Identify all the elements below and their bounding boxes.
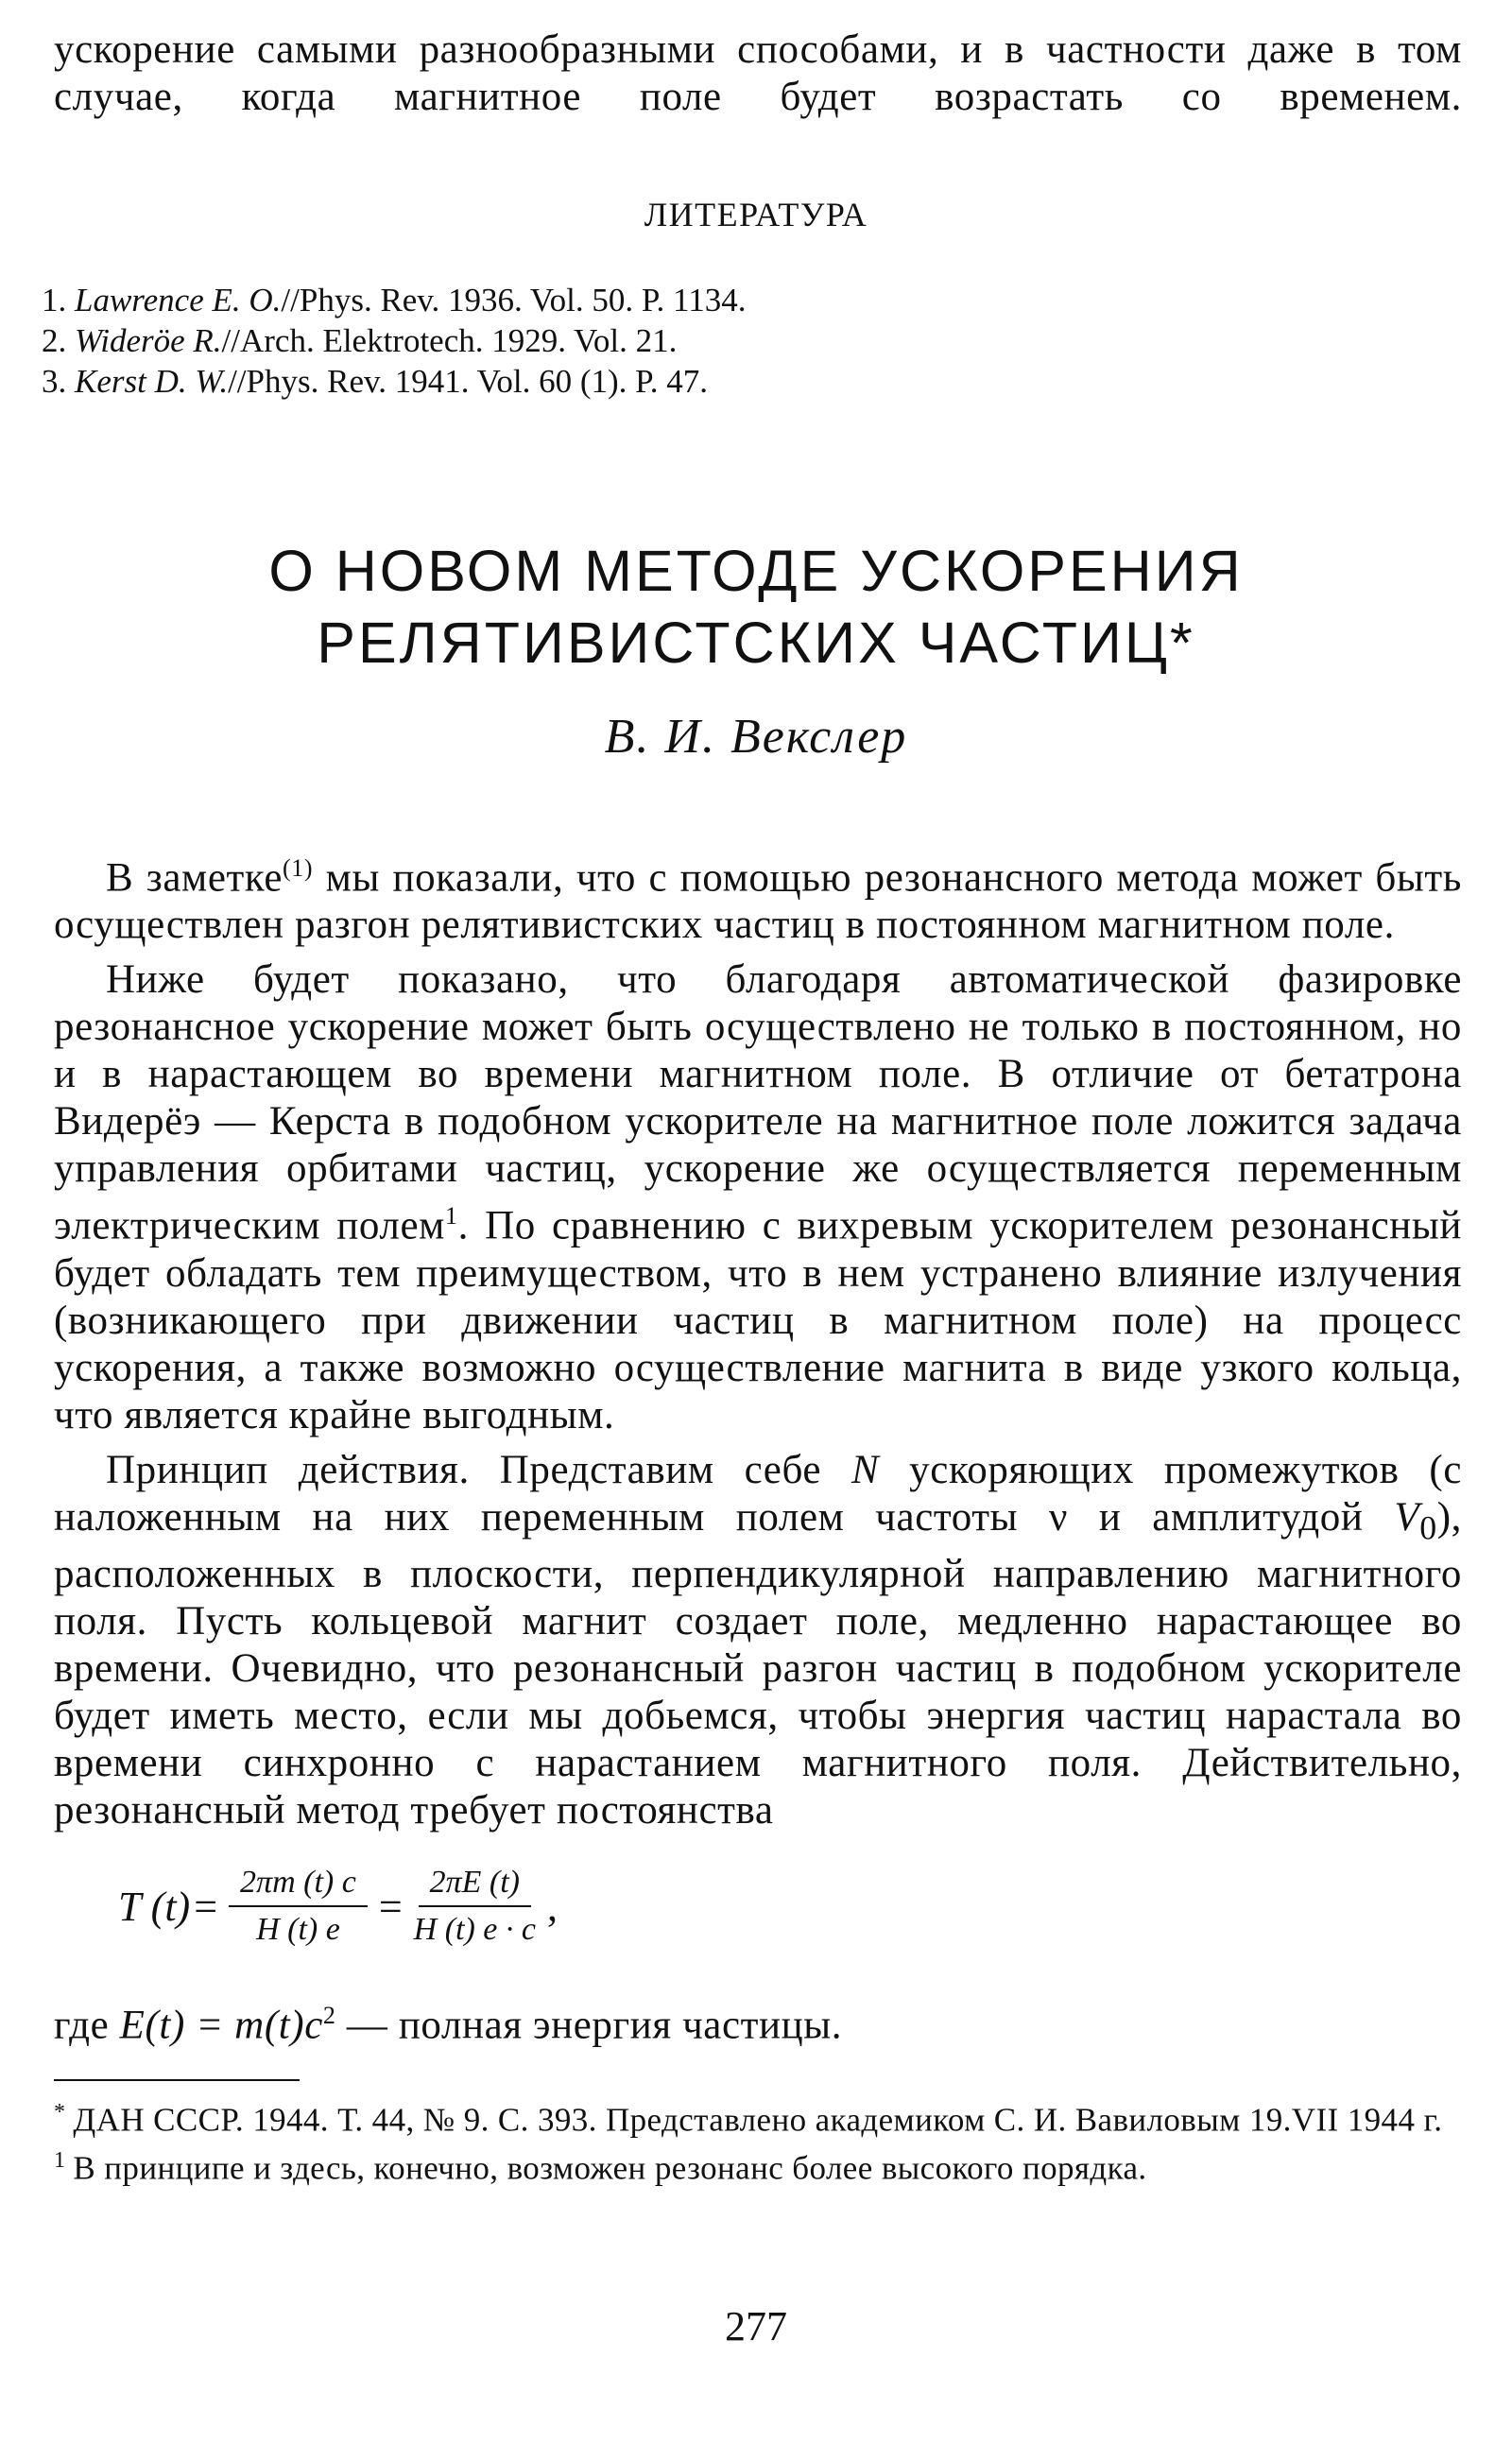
reference-source: //Arch. Elektrotech. 1929. Vol. 21. <box>221 322 678 359</box>
reference-marker: (1) <box>283 854 314 882</box>
reference-source: //Phys. Rev. 1936. Vol. 50. P. 1134. <box>281 282 747 318</box>
reference-author: Lawrence E. O. <box>75 282 282 318</box>
footnote-text: ДАН СССР. 1944. Т. 44, № 9. С. 393. Представлено академиком С. И. Вавиловым 19.VII 1944 г. <box>73 2101 1443 2139</box>
reference-author: Kerst D. W. <box>75 363 229 400</box>
reference-item <box>42 280 1176 320</box>
footnote-mark: * <box>54 2100 66 2125</box>
reference-item <box>42 320 1176 361</box>
reference-number: 1. <box>42 282 67 318</box>
intro-paragraph: ускорение самыми разнообразными способами, и в частности даже в том случае, когда магнитное поле будет возрастать со временем. <box>54 27 1462 119</box>
literature-heading: ЛИТЕРАТУРА <box>644 196 868 233</box>
fraction-1-numerator: 2πm (t) c <box>229 1860 368 1907</box>
article-body <box>54 845 1462 1834</box>
body-paragraph-3: Принцип действия. Представим себе N ускоряющих промежутков (с наложенным на них переменным полем частоты ν и амплитудой $V_0$), расположенных в плоскости, перпендикулярной направлению магнитного поля. Пусть кольцевой магнит создает поле, медленно нарастающее во времени. Очевидно, что резонансный разгон частиц в подобном ускорителе будет иметь место, если мы добьемся, чтобы энергия частиц нарастала во времени синхронно с нарастанием магнитного поля. Действительно, резонансный метод требует постоянства <box>54 1447 1462 1833</box>
reference-item <box>42 361 1176 402</box>
article-title-line-2: РЕЛЯТИВИСТСКИХ ЧАСТИЦ* <box>317 611 1195 675</box>
fraction-2 <box>414 1860 536 1953</box>
equals-sign: = <box>378 1883 403 1930</box>
period-formula <box>118 1860 561 1953</box>
body-paragraph-2: Ниже будет показано, что благодаря автоматической фазировке резонансное ускорение может быть осуществлено не только в постоянном, но и в нарастающем во времени магнитном поле. В отличие от бетатрона Видерёэ — Керста в подобном ускорителе на магнитное поле ложится задача управления орбитами частиц, ускорение же осуществляется переменным электрическим полем$^1$. По сравнению с вихревым ускорителем резонансный будет обладать тем преимуществом, что в нем устранено влияние излучения (возникающего при движении частиц в магнитном поле) на процесс ускорения, а также возможно осуществление магнита в виде узкого кольца, что является крайне выгодным. <box>54 957 1462 1437</box>
page-number: 277 <box>725 2303 787 2349</box>
fraction-2-numerator: 2πE (t) <box>419 1860 531 1907</box>
footnote-divider <box>54 2079 300 2081</box>
reference-list <box>42 280 1176 402</box>
fraction-1 <box>229 1860 368 1953</box>
footnote-marker: 1 <box>445 1202 458 1230</box>
body-paragraph-1: В заметке$^{(1)}$ мы показали, что с помощью резонансного метода может быть осуществлен разгон релятивистских частиц в постоянном магнитном поле. <box>54 854 1462 948</box>
reference-author: Wideröe R. <box>75 322 222 359</box>
reference-number: 2. <box>42 322 67 359</box>
footnote-text: В принципе и здесь, конечно, возможен резонанс более высокого порядка. <box>73 2149 1147 2187</box>
reference-number: 3. <box>42 363 67 400</box>
article-title-line-1: О НОВОМ МЕТОДЕ УСКОРЕНИЯ <box>268 539 1244 603</box>
footnotes <box>54 2092 1462 2188</box>
footnote-item <box>54 2141 1462 2189</box>
formula-comma: , <box>546 1883 558 1930</box>
article-author: В. И. Векслер <box>604 710 908 764</box>
fraction-2-denominator: H (t) e · c <box>413 1912 536 1947</box>
equals-sign: = <box>194 1883 218 1930</box>
article-title <box>0 535 1512 679</box>
formula-lhs: T (t) <box>118 1883 191 1930</box>
fraction-1-denominator: H (t) e <box>256 1912 340 1947</box>
footnote-mark: 1 <box>54 2147 66 2173</box>
reference-source: //Phys. Rev. 1941. Vol. 60 (1). P. 47. <box>228 363 708 400</box>
footnote-item <box>54 2092 1462 2141</box>
energy-definition: где $E(t) = m(t)c^2$ — полная энергия частицы. <box>54 2002 843 2048</box>
